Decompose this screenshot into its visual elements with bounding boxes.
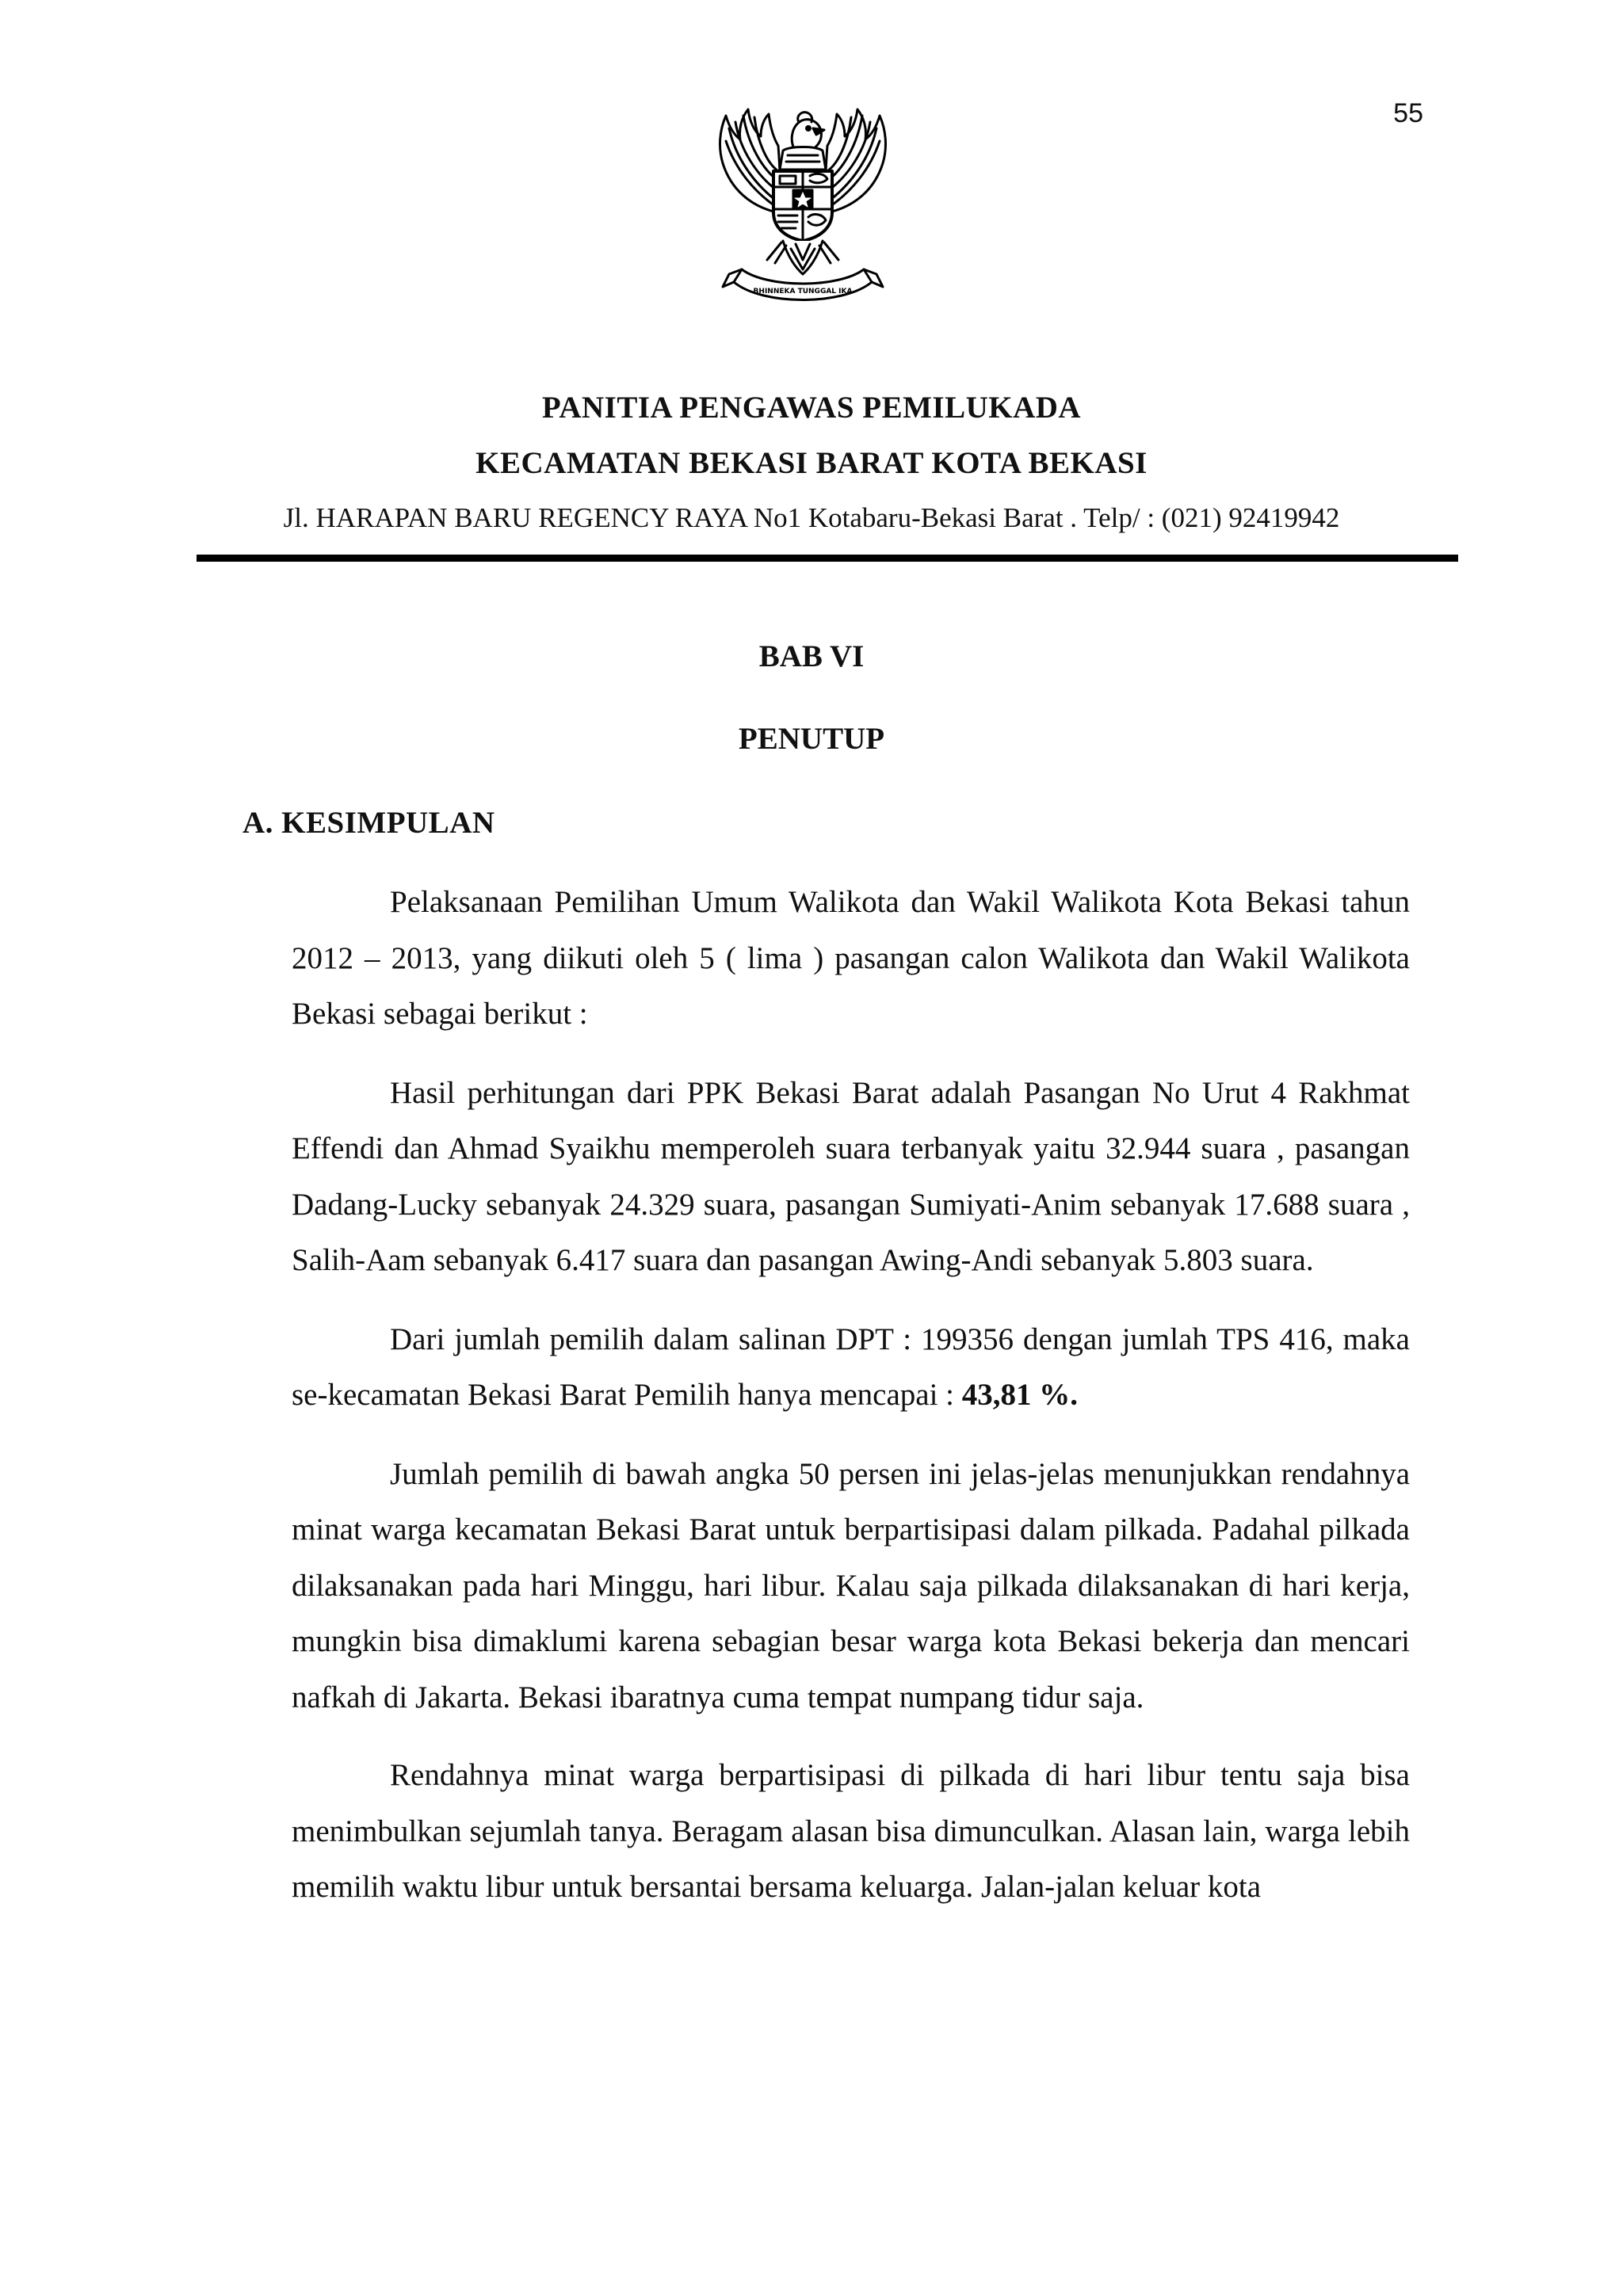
paragraph-3 — [292, 1312, 1410, 1424]
svg-text:BHINNEKA TUNGGAL IKA: BHINNEKA TUNGGAL IKA — [753, 288, 853, 296]
garuda-emblem-icon — [688, 93, 918, 327]
section-body — [292, 875, 1410, 1939]
paragraph-5: Rendahnya minat warga berpartisipasi di pilkada di hari libur tentu saja bisa menimbulkan sejumlah tanya. Beragam alasan bisa dimunculkan. Alasan lain, warga lebih memilih waktu libur untuk bersantai bersama keluarga. Jalan-jalan keluar kota — [292, 1758, 1410, 1904]
paragraph-2: Hasil perhitungan dari PPK Bekasi Barat adalah Pasangan No Urut 4 Rakhmat Effendi dan Ahmad Syaikhu memperoleh suara terbanyak yaitu 32.944 suara , pasangan Dadang-Lucky sebanyak 24.329 suara, pasangan Sumiyati-Anim sebanyak 17.688 suara , Salih-Aam sebanyak 6.417 suara dan pasangan Awing-Andi sebanyak 5.803 suara. — [292, 1075, 1410, 1277]
paragraph-3-text: Dari jumlah pemilih dalam salinan DPT : 199356 dengan jumlah TPS 416, maka se-kecamatan Bekasi Barat Pemilih hanya mencapai : — [292, 1322, 1410, 1412]
letterhead-subtitle: KECAMATAN BEKASI BARAT KOTA BEKASI — [475, 446, 1148, 480]
letterhead-divider — [197, 555, 1458, 562]
letterhead-title: PANITIA PENGAWAS PEMILUKADA — [541, 391, 1082, 425]
turnout-percentage: 43,81 %. — [961, 1378, 1079, 1412]
letterhead-address: Jl. HARAPAN BARU REGENCY RAYA No1 Kotabaru-Bekasi Barat . Telp/ : (021) 92419942 — [283, 502, 1340, 533]
paragraph-4: Jumlah pemilih di bawah angka 50 persen ini jelas-jelas menunjukkan rendahnya minat warga kecamatan Bekasi Barat untuk berpartisipasi dalam pilkada. Padahal pilkada dilaksanakan pada hari Minggu, hari libur. Kalau saja pilkada dilaksanakan di hari kerja, mungkin bisa dimaklumi karena sebagian besar warga kota Bekasi bekerja dan mencari nafkah di Jakarta. Bekasi ibaratnya cuma tempat numpang tidur saja. — [292, 1456, 1410, 1714]
paragraph-1: Pelaksanaan Pemilihan Umum Walikota dan Wakil Walikota Kota Bekasi tahun 2012 – 2013, yang diikuti oleh 5 ( lima ) pasangan calon Walikota dan Wakil Walikota Bekasi sebagai berikut : — [292, 885, 1410, 1031]
chapter-number: BAB VI — [758, 639, 865, 673]
chapter-title: PENUTUP — [738, 722, 885, 756]
page-number: 55 — [1393, 98, 1423, 128]
section-heading: A. KESIMPULAN — [242, 806, 495, 840]
